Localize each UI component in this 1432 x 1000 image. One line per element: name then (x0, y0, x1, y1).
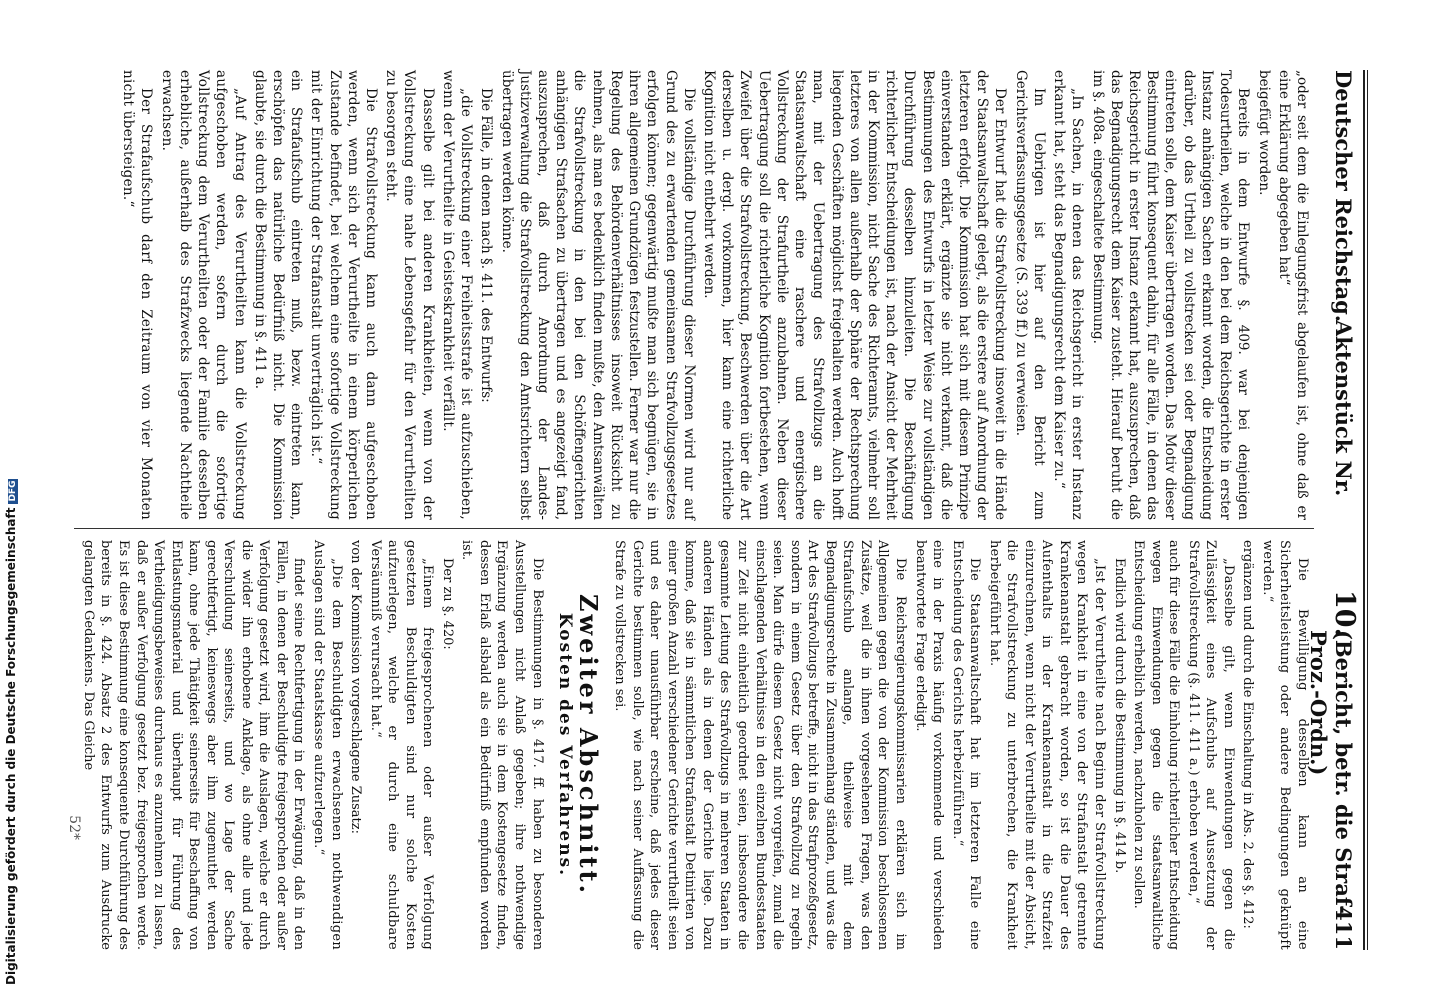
right-column-paragraph: „Einem freigesprochenen oder außer Verfolgung gesetzten Beschuldigten sind nur solche Kosten aufzuerlegen, welche er durch eine schuldbare Versäumniß verursacht hat.“ (367, 540, 436, 950)
column-divider (74, 528, 1314, 529)
right-column-paragraph: „Dasselbe gilt, wenn Einwendungen gegen die Zulässigkeit eines Aufschubs auf Aussetzung der Strafvollstreckung (§. 411. 411 a.) erhoben werden,“ (1185, 540, 1236, 950)
left-column-paragraph: Der Entwurf hat die Strafvollstreckung insoweit in die Hände der Staatsanwaltschaft gelegt, als die erstere auf Anordnung der letzteren erfolgt. Die Kommission hat sich mit diesem Prinzipe einverstanden erklärt, ergänzte sie nicht verkannt, daß die Bestimmungen des Entwurfs in letzter Weise zur vollständigen Durchführung desselben hinzuleiten. Die Beschäftigung richterlicher Entscheidungen ist, nach der Ansicht der Mehrheit in der Kommission, nicht Sache des Richteramts, vielmehr soll letzteres von allen außerhalb der Sphäre der Rechtsprechung liegenden Geschäften möglichst freigehalten werden. Auch hofft man, mit der Uebertragung des Strafvollzugs an die Staatsanwaltschaft eine raschere und energischere Vollstreckung der Strafurtheile anzubahnen. Neben dieser Uebertragung soll die richterliche Kognition fortbestehen, wenn Zweifel über die Strafvollstreckung, Beschwerden über die Art derselben u. dergl. vorkommen, hier kann eine richterliche Kognition nicht entbehrt werden. (701, 70, 1009, 520)
right-column-paragraph: Der zu §. 420: (439, 558, 455, 650)
section-heading (555, 540, 603, 950)
page-header (1306, 70, 1360, 950)
right-column-paragraph: Die Staatsanwaltschaft hat im letzteren Falle eine Entscheidung des Gerichts herbeizuführen.“ (949, 540, 983, 950)
left-column-paragraph: Der Strafaufschub darf den Zeitraum von vier Monaten nicht übersteigen.“ (120, 70, 155, 520)
header-rule-thick (1363, 70, 1365, 950)
header-document-label: Aktenstück Nr. (1331, 320, 1356, 497)
right-column-paragraph: Die Reichsregierungskommissarien erklären sich im Allgemeinen gegen die von der Kommission beschlossenen Zusätze, weil die in ihnen vorgesehenen Fragen, was den Strafaufschub anlange, theilweise mit dem Begnadigungsrechte in Zusammenhang ständen, und was die Art des Strafvollzugs betreffe, nicht in das Strafprozeßgesetz, sondern in einem Gesetz über den Strafvollzug zu regeln seien. Man dürfe diesem Gesetz nicht vorgreifen, zumal die einschlagenden Verhältnisse in den einzelnen Bundesstaaten zur Zeit nicht einheitlich geordnet seien, insbesondere die gesammte Leitung des Strafvollzugs in mehreren Staaten in anderen Händen als in denen der Gerichte liege. Dazu komme, daß sie in sämmtlichen Strafanstalt Detinirten von einer großen Anzahl verschiedener Gerichte verurtheilt seien und es daher unausführbar erscheine, daß jedes dieser Gerichte bestimmen solle, wie nach seiner Auffassung die Strafe zu vollstrecken sei. (612, 540, 908, 950)
left-column-paragraph: „oder seit dem die Einlegungsfrist abgelaufen ist, ohne daß er eine Erklärung abgegeben hat“ (1275, 70, 1310, 520)
header-publication: Deutscher Reichstag. (1331, 70, 1356, 323)
left-column-paragraph: ein Strafaufschub eintreten muß, bezw. eintreten kann, erschöpfen das natürliche Bedürfniß nicht. Die Kommission glaubte, sie durch die Bestimmung in §. 411 a. (251, 70, 305, 520)
left-column-paragraph: Bereits in dem Entwurfe §. 409. war bei denjenigen Todesurtheilen, welche in den bei dem Reichsgerichte in erster Instanz anhängigen Sachen erkannt worden, die Entscheidung darüber, ob das Urtheil zu vollstrecken sei oder Begnadigung eintreten solle, dem Kaiser übertragen worden. Das Motiv dieser Bestimmung führt konsequent dahin, für alle Fälle, in denen das Reichsgericht in erster Instanz erkannt hat, auszusprechen, daß das Begnadigungsrecht dem Kaiser zusteht. Hierauf beruht die im §. 408a. eingeschaltete Bestimmung. (1089, 70, 1252, 520)
left-column-paragraph: Im Uebrigen ist hier auf den Bericht zum Gerichtsverfassungsgesetze (S. 339 ff.) zu verweisen. (1012, 70, 1047, 520)
header-rule (1367, 70, 1368, 950)
left-column-paragraph: Die vollständige Durchführung dieser Normen wird nur auf Grund des zu erwartenden gemeinsamen Strafvollzugsgesetzes erfolgen können; gegenwärtig mußte man sich begnügen, sie in ihren allgemeinen Grundzügen festzustellen. Ferner war nur die Regelung des Behördenverhältnisses insoweit Rücksicht zu nehmen, als man es bedenklich finden mußte, den Amtsanwälten die Strafvollstreckung in den bei den Schöffengerichten anhängigen Strafsachen zu übertragen und es angezeigt fand, auszusprechen, daß durch Anordnung der Landes-Justizverwaltung die Strafvollstreckung den Amtsrichtern selbst übertragen werden könne. (498, 70, 697, 520)
right-column-paragraph: Die Bewilligung desselben kann an eine Sicherheitsleistung oder andere Bedingungen geknüpft werden.“ (1259, 540, 1310, 950)
left-column-paragraph: Dasselbe gilt bei anderen Krankheiten, wenn von der Vollstreckung eine nahe Lebensgefahr für den Verurtheilten zu besorgen steht. (383, 70, 436, 520)
left-column-paragraph: beigefügt worden. (1255, 70, 1272, 196)
left-column-paragraph: Die Fälle, in denen nach §. 411. des Entwurfs: (478, 88, 495, 403)
right-text-column (77, 540, 1311, 950)
right-column-paragraph: Die Bestimmungen in §. 417. ff. haben zu besonderen Ausstellungen nicht Anlaß gegeben; ihre nothwendige Ergänzung werden auch sie in dem Kostengesetze finden, dessen Erlaß alsbald als ein Bedürfniß empfunden worden ist. (459, 540, 545, 950)
section-title: Zweiter Abschnitt. (573, 594, 603, 896)
right-column-paragraph: „Ist der Verurtheilte nach Beginn der Strafvollstreckung wegen Krankheit in eine von der Strafanstalt getrennte Krankenanstalt gebracht worden, so ist die Dauer des Aufenthalts in der Krankenanstalt in die Strafzeit einzurechnen, wenn nicht der Verurtheilte mit der Absicht, die Strafvollstreckung zu unterbrechen, die Krankheit herbeigeführt hat. (986, 540, 1107, 950)
header-page-number: 411 (1331, 906, 1356, 950)
digitization-note (4, 479, 18, 985)
right-column-paragraph: Endlich wird durch die Bestimmung in §. 414 b. (1111, 558, 1127, 874)
right-column-paragraph: eine in der Praxis häufig vorkommende und verschieden beantwortete Frage erledigt. (912, 540, 946, 950)
rotated-document-page (26, 10, 1406, 990)
right-column-paragraph: ergänzen und durch die Einschaltung in Abs. 2. des §. 412: (1240, 540, 1256, 929)
right-column-paragraph: auch für diese Fälle die Einholung richterlicher Entscheidung wegen Einwendungen gegen die staatsanwaltliche Entscheidung erheblich werden, nachzuholen zu sollen. (1131, 540, 1182, 950)
left-column-paragraph: „die Vollstreckung einer Freiheitsstrafe ist aufzuschieben, wenn der Verurtheilte in Geisteskrankheit verfällt. (439, 70, 475, 520)
dfg-logo: DFG (8, 480, 18, 502)
left-column-paragraph: „Auf Antrag des Verurtheilten kann die Vollstreckung aufgeschoben werden, sofern durch die sofortige Vollstreckung dem Verurtheilten oder der Familie desselben erhebliche, außerhalb des Strafzwecks liegende Nachtheile erwachsen. (158, 70, 248, 520)
right-column-paragraph: findet seine Rechtfertigung in der Erwägung, daß in den Fällen, in denen der Beschuldigte freigesprochen oder außer Verfolgung gesetzt wird, ihm die Auslagen, welche er durch die wider ihn erhobene Anklage, als ohne alle und jede Verschuldung seinerseits, und wo Lage der Sache gerechtfertigt, keineswegs aber ihm zugemuthet werden kann, ohne jede Thätigkeit seinerseits für Beschaffung von Entlastungsmaterial und überhaupt für Führung des Vertheidigungsbeweises durchaus es anzunehmen zu lassen, daß er außer Verfolgung gesetzt bez. freigesprochen werde. Es ist diese Bestimmung eine konsequente Durchführung des bereits in §. 424. Absatz 2 des Entwurfs zum Ausdrucke gelangten Gedankens. Das Gleiche (80, 540, 307, 950)
left-text-column (117, 70, 1311, 520)
digitization-note-text: Digitalisierung gefördert durch die Deutsche Forschungsgemeinschaft (4, 507, 18, 985)
section-subtitle: Kosten des Verfahrens. (555, 612, 576, 878)
header-report-title: (Bericht, betr. die Straf-Proz.-Ordn.) (1306, 630, 1356, 914)
header-document-number: 10. (1329, 590, 1360, 637)
right-column-paragraph: „Die dem Beschuldigten erwachsenen nothwendigen Auslagen sind der Staatskasse aufzuerlegen.“ (311, 540, 344, 950)
left-column-paragraph: Die Strafvollstreckung kann auch dann aufgeschoben werden, wenn sich der Verurtheilte in einem körperlichen Zustande befindet, bei welchem eine sofortige Vollstreckung mit der Einrichtung der Strafanstalt unverträglich ist.“ (308, 70, 380, 520)
right-column-paragraph: von der Kommission vorgeschlagene Zusatz: (348, 540, 364, 834)
signature-mark: 52* (66, 815, 82, 840)
left-column-paragraph: „In Sachen, in denen das Reichsgericht in erster Instanz erkannt hat, steht das Begnadigungsrecht dem Kaiser zu.“ (1051, 70, 1086, 520)
